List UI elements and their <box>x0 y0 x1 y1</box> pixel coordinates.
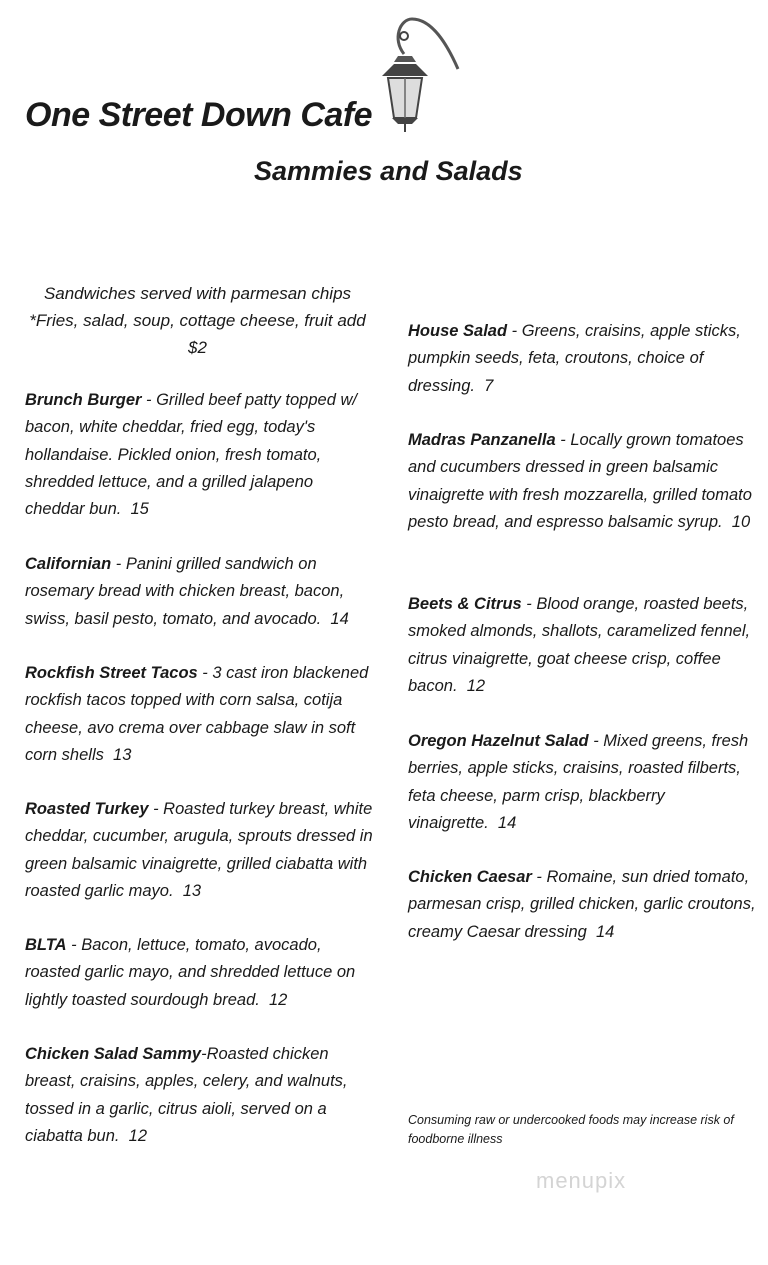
item-price: 10 <box>731 512 751 531</box>
lantern-icon <box>372 14 462 134</box>
item-name: Oregon Hazelnut Salad <box>408 732 589 750</box>
item-name: Roasted Turkey <box>25 800 149 818</box>
item-description: - Romaine, sun dried tomato, parmesan crisp, grilled chicken, garlic croutons, creamy Caesar dressing <box>408 868 756 941</box>
item-description: - Bacon, lettuce, tomato, avocado, roasted garlic mayo, and shredded lettuce on lightly toasted sourdough bread. <box>25 936 356 1009</box>
menu-item <box>408 591 758 700</box>
item-price: 7 <box>484 376 494 395</box>
item-price: 14 <box>497 813 517 832</box>
menu-item <box>25 1041 375 1150</box>
watermark: menupix <box>536 1168 627 1193</box>
menu-item <box>25 660 375 769</box>
item-name: Chicken Salad Sammy <box>25 1045 202 1063</box>
item-name: Californian <box>25 555 112 573</box>
menu-item <box>25 932 375 1014</box>
item-description: - Panini grilled sandwich on rosemary bread with chicken breast, bacon, swiss, basil pesto, tomato, and avocado. <box>25 555 345 628</box>
sides-note: Sandwiches served with parmesan chips *Fries, salad, soup, cottage cheese, fruit add $2 <box>29 284 366 357</box>
menu-item <box>408 318 758 400</box>
menu-item <box>25 387 375 523</box>
item-name: BLTA <box>25 936 67 954</box>
item-price: 12 <box>128 1126 148 1145</box>
item-price: 13 <box>182 881 202 900</box>
item-price: 13 <box>113 745 132 764</box>
item-name: Beets & Citrus <box>408 595 522 613</box>
item-price: 14 <box>596 922 615 941</box>
item-name: Madras Panzanella <box>408 431 556 449</box>
item-description: - 3 cast iron blackened rockfish tacos topped with corn salsa, cotija cheese, avo crema over cabbage slaw in soft corn shells <box>25 664 369 764</box>
item-price: 12 <box>269 990 288 1009</box>
menu-subtitle: Sammies and Salads <box>254 156 523 186</box>
item-description: -Roasted chicken breast, craisins, apples, celery, and walnuts, tossed in a garlic, citrus aioli, served on a ciabatta bun. <box>25 1045 348 1145</box>
item-description: - Mixed greens, fresh berries, apple sticks, craisins, roasted filberts, feta cheese, parm crisp, blackberry vinaigrette. <box>408 732 749 832</box>
item-description: - Roasted turkey breast, white cheddar, cucumber, arugula, sprouts dressed in green balsamic vinaigrette, grilled ciabatta with roasted garlic mayo. <box>25 800 373 900</box>
item-name: Rockfish Street Tacos <box>25 664 198 682</box>
menu-item <box>408 427 758 536</box>
item-description: - Blood orange, roasted beets, smoked almonds, shallots, caramelized fennel, citrus vinaigrette, goat cheese crisp, coffee bacon. <box>408 595 751 695</box>
item-name: Brunch Burger <box>25 391 142 409</box>
cafe-title: One Street Down Cafe <box>25 96 373 134</box>
item-description: - Locally grown tomatoes and cucumbers dressed in green balsamic vinaigrette with fresh mozzarella, grilled tomato pesto bread, and espresso balsamic syrup. <box>408 431 752 531</box>
menu-item <box>408 728 758 837</box>
item-price: 12 <box>466 676 486 695</box>
item-price: 15 <box>130 500 149 519</box>
item-name: Chicken Caesar <box>408 868 532 886</box>
item-price: 14 <box>330 609 349 628</box>
item-description: - Greens, craisins, apple sticks, pumpkin seeds, feta, croutons, choice of dressing. <box>408 322 741 395</box>
menu-item <box>408 864 758 946</box>
item-description: - Grilled beef patty topped w/ bacon, white cheddar, fried egg, today's hollandaise. Pickled onion, fresh tomato, shredded lettuce, and a grilled jalapeno cheddar bun. <box>25 391 357 519</box>
food-safety-disclaimer: Consuming raw or undercooked foods may increase risk of foodborne illness <box>408 1113 734 1146</box>
menu-item <box>25 551 375 633</box>
item-name: House Salad <box>408 322 508 340</box>
menu-item <box>25 796 375 905</box>
